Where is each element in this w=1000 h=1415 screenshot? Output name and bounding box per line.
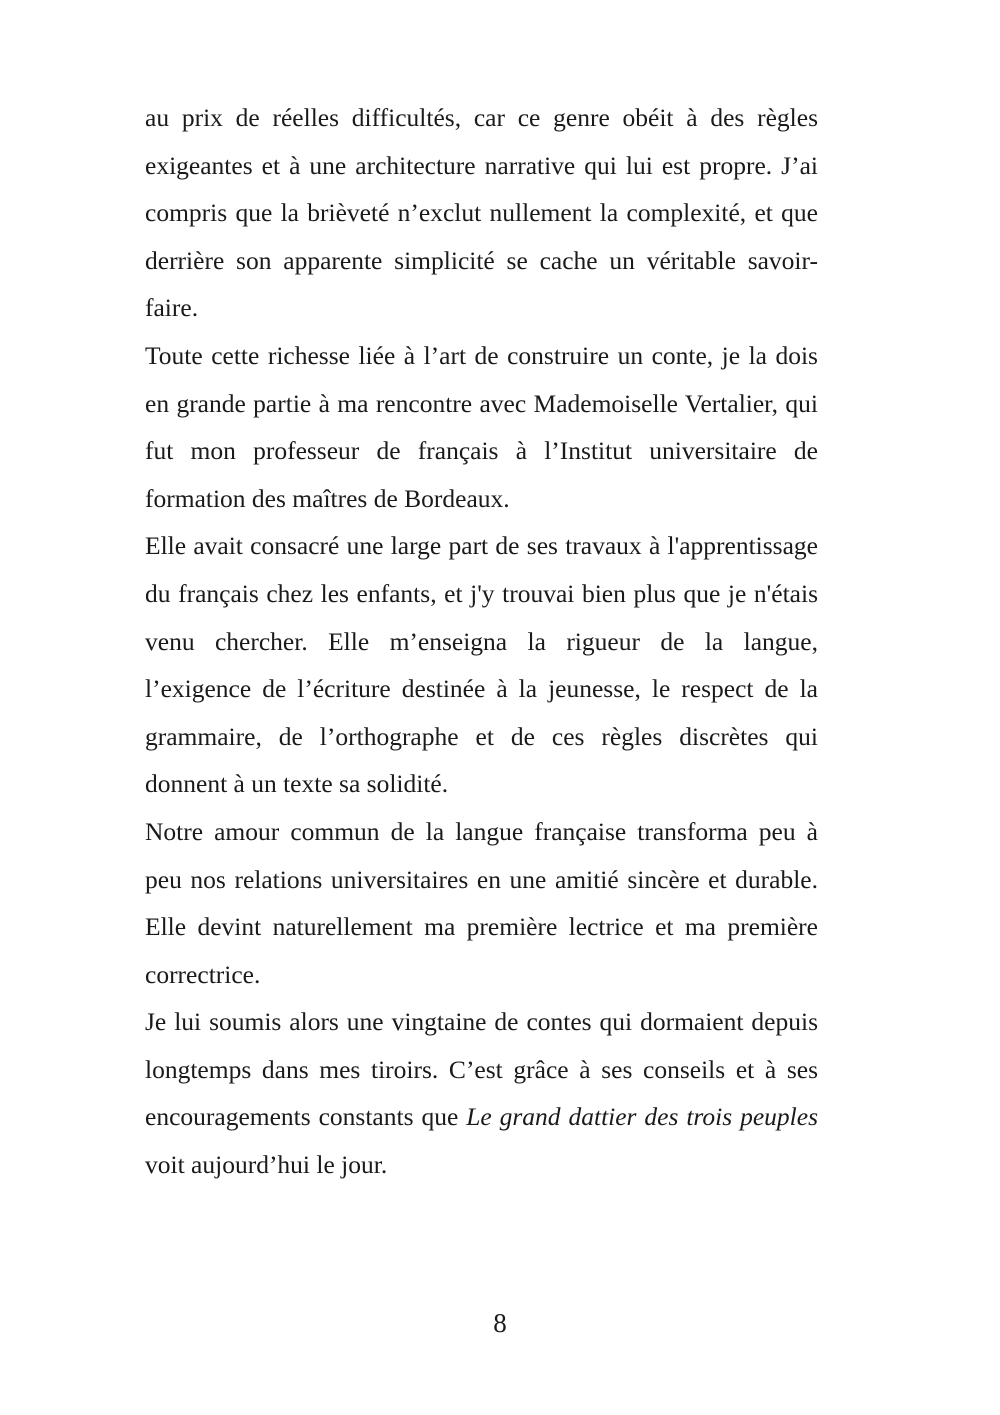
page-number: 8 bbox=[493, 1308, 507, 1338]
paragraph: au prix de réelles difficultés, car ce genre obéit à des règles exigeantes et à une architecture narrative qui lui est propre. J’ai compris que la brièveté n’exclut nullement la complexité, et que derrière son apparente simplicité se cache un véritable savoir-faire. bbox=[145, 103, 818, 323]
paragraph: Elle avait consacré une large part de ses travaux à l'apprentissage du français chez les enfants, et j'y trouvai bien plus que je n'étais venu chercher. Elle m’enseigna la rigueur de la langue, l’exigence de l’écriture destinée à la jeunesse, le respect de la grammaire, de l’orthographe et de ces règles discrètes qui donnent à un texte sa solidité. bbox=[145, 531, 818, 799]
book-title: Le grand dattier des trois peuples bbox=[466, 1102, 818, 1132]
paragraph-last bbox=[145, 998, 818, 1188]
paragraph: Toute cette richesse liée à l’art de construire un conte, je la dois en grande partie à ma rencontre avec Mademoiselle Vertalier, qui fut mon professeur de français à l’Institut universitaire de formation des maîtres de Bordeaux. bbox=[145, 340, 818, 513]
body-text bbox=[145, 94, 818, 1189]
text-before-title: Je lui soumis alors une vingtaine de contes qui dormaient depuis longtemps dans mes tiroirs. C’est grâce à ses conseils et à ses encouragements constants que bbox=[145, 1007, 818, 1132]
text-after-title: voit aujourd’hui le jour. bbox=[145, 1150, 388, 1180]
paragraph: Notre amour commun de la langue française transforma peu à peu nos relations universitaires en une amitié sincère et durable. Elle devint naturellement ma première lectrice et ma première correctrice. bbox=[145, 816, 818, 989]
